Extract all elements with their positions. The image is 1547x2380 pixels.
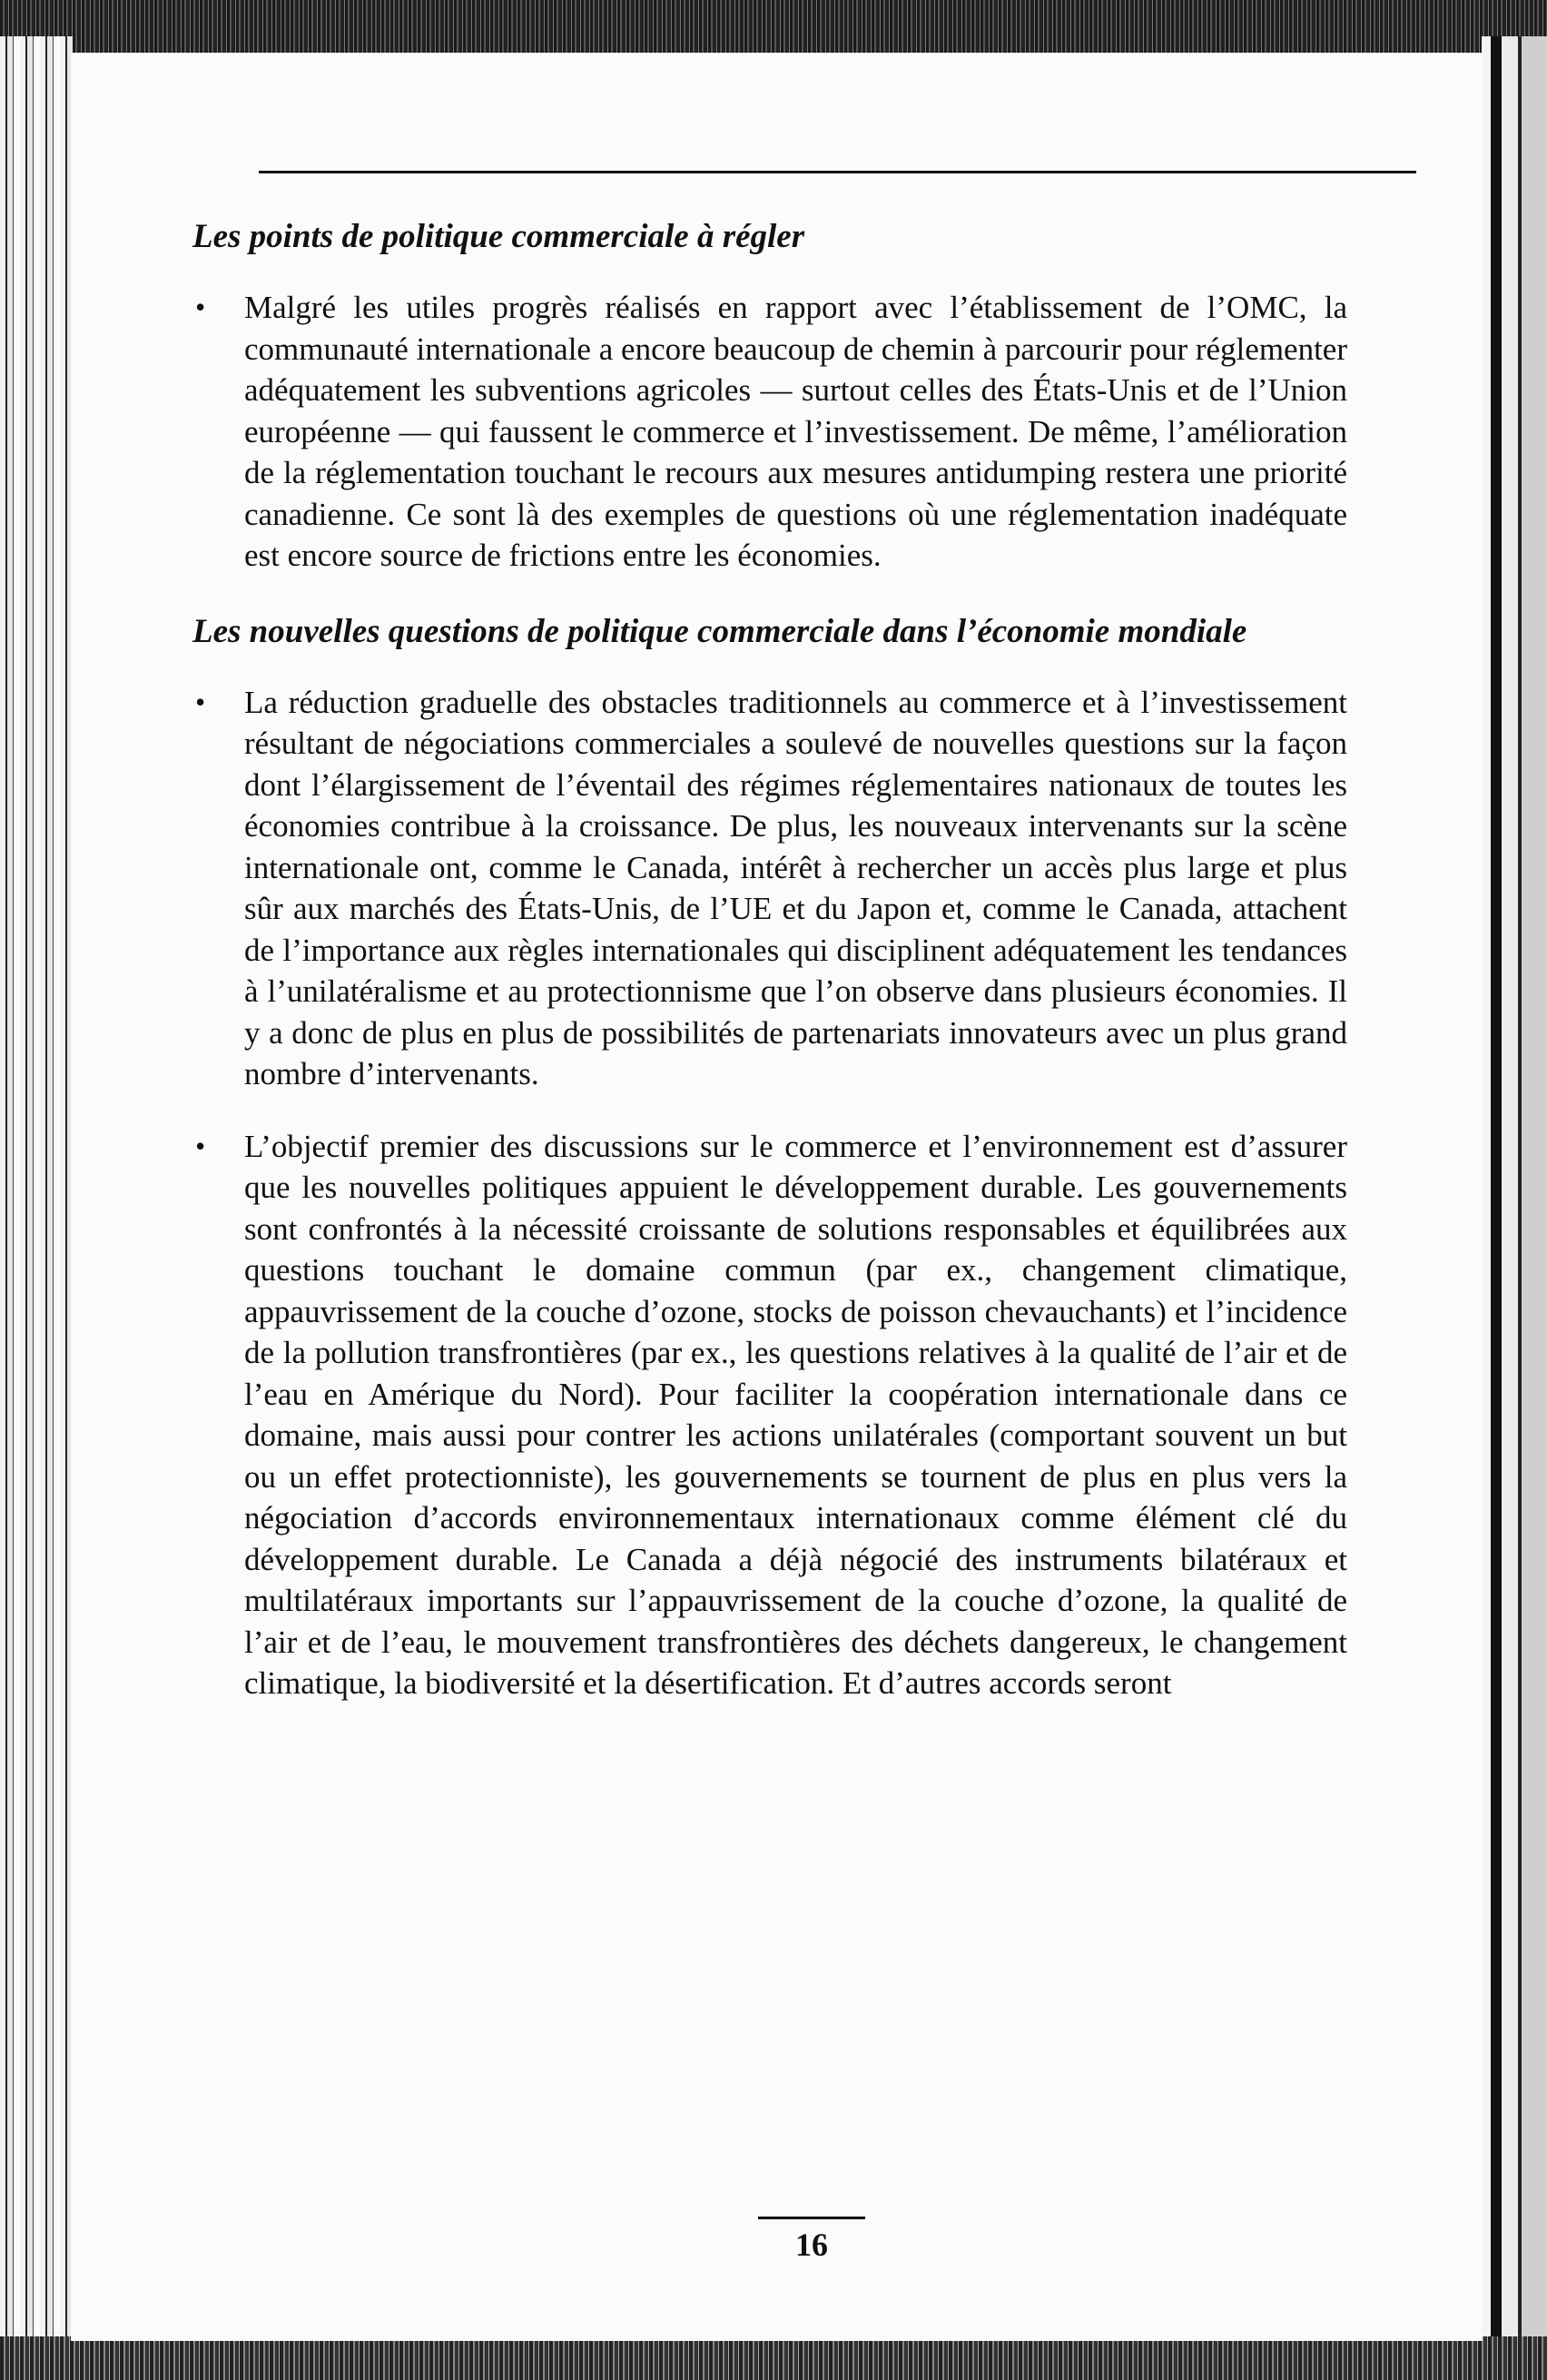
bullet-paragraph bbox=[192, 682, 1347, 1095]
bullet-text: Malgré les utiles progrès réalisés en rapport avec l’établissement de l’OMC, la communauté internationale a encore beaucoup de chemin à parcourir pour réglementer adéquatement les subventions agricoles — surtout celles des États-Unis et de l’Union européenne — qui faussent le commerce et l’investissement. De même, l’amélioration de la réglementation touchant le recours aux mesures antidumping restera une priorité canadienne. Ce sont là des exemples de questions où une réglementation inadéquate est encore source de frictions entre les économies. bbox=[244, 290, 1347, 573]
bullet-glyph: • bbox=[195, 685, 206, 718]
section-heading-trade-issues: Les points de politique commerciale à régler bbox=[192, 218, 805, 255]
page-number-rule bbox=[758, 2217, 865, 2219]
bullet-glyph: • bbox=[195, 1129, 206, 1162]
scan-top-edge bbox=[0, 0, 1547, 56]
scan-bottom-edge bbox=[0, 2336, 1547, 2380]
bullet-text: La réduction graduelle des obstacles traditionnels au commerce et à l’investissement résultant de négociations commerciales a soulevé de nouvelles questions sur la façon dont l’élargissement de l’éventail des régimes réglementaires nationaux de toutes les économies contribue à la croissance. De plus, les nouveaux intervenants sur la scène internationale ont, comme le Canada, intérêt à rechercher un accès plus large et plus sûr aux marchés des États-Unis, de l’UE et du Japon et, comme le Canada, attachent de l’importance aux règles internationales qui disciplinent adéquatement les tendances à l’unilatéralisme et au protectionnisme que l’on observe dans plusieurs économies. Il y a donc de plus en plus de possibilités de partenariats innovateurs avec un plus grand nombre d’intervenants. bbox=[244, 684, 1347, 1091]
section-heading-new-issues: Les nouvelles questions de politique commerciale dans l’économie mondiale bbox=[192, 612, 1247, 650]
bullet-paragraph bbox=[192, 1126, 1347, 1704]
bullet-paragraph bbox=[192, 287, 1347, 577]
page-body bbox=[192, 218, 1347, 1730]
header-rule bbox=[259, 171, 1416, 173]
bullet-text: L’objectif premier des discussions sur le commerce et l’environnement est d’assurer que les nouvelles politiques appuient le développement durable. Les gouvernements sont confrontés à la nécessité croissante de solutions responsables et équilibrées aux questions touchant le domaine commun (par ex., changement climatique, appauvrissement de la couche d’ozone, stocks de poisson chevauchants) et l’incidence de la pollution transfrontières (par ex., les questions relatives à la qualité de l’air et de l’eau en Amérique du Nord). Pour faciliter la coopération internationale dans ce domaine, mais aussi pour contrer les actions unilatérales (comportant souvent un but ou un effet protectionniste), les gouvernements se tournent de plus en plus vers la négociation d’accords environnementaux internationaux comme élément clé du développement durable. Le Canada a déjà négocié des instruments bilatéraux et multilatéraux importants sur l’appauvrissement de la couche d’ozone, la qualité de l’air et de l’eau, le mouvement transfrontières des déchets dangereux, le changement climatique, la biodiversité et la désertification. Et d’autres accords seront bbox=[244, 1128, 1347, 1701]
scan-right-edge bbox=[1482, 36, 1547, 2361]
scan-left-binding-edge bbox=[0, 36, 73, 2361]
page-number: 16 bbox=[795, 2227, 828, 2263]
bullet-glyph: • bbox=[195, 291, 206, 323]
